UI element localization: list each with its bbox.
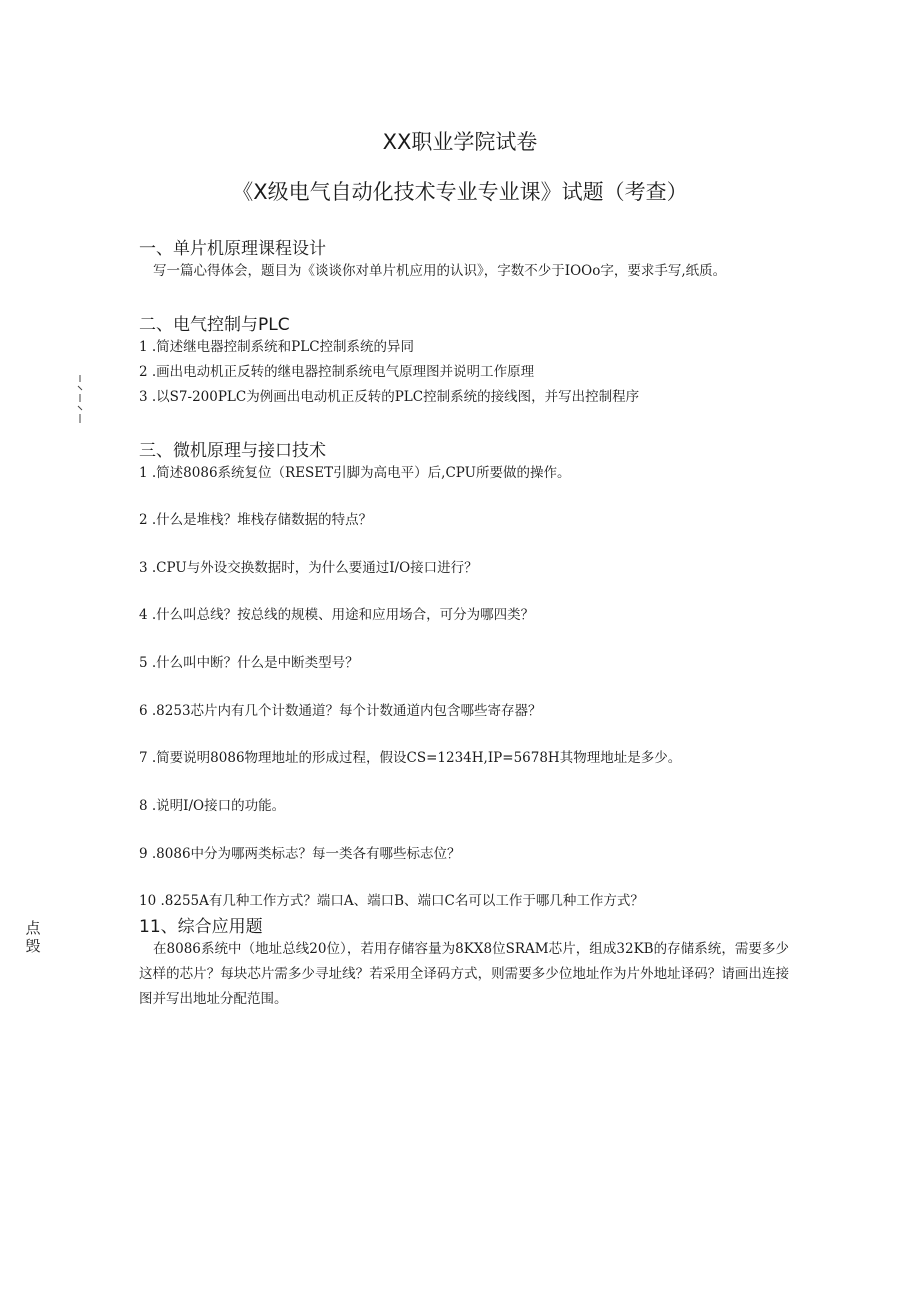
- micro-question-6: 6 .8253芯片内有几个计数通道？每个计数通道内包含哪些寄存器？: [139, 703, 542, 719]
- section-4-body: 在8086系统中（地址总线20位），若用存储容量为8KX8位SRAM芯片，组成32KB的存储系统，需要多少这样的芯片？每块芯片需多少寻址线？若采用全译码方式，则需要多少位地址作为片外地址译码？请画出连接图并写出地址分配范围。: [139, 941, 789, 1007]
- school-title: XX职业学院试卷: [382, 130, 538, 154]
- plc-question-1: 1 .简述继电器控制系统和PLC控制系统的异同: [139, 339, 415, 355]
- plc-question-2: 2 .画出电动机正反转的继电器控制系统电气原理图并说明工作原理: [139, 364, 535, 380]
- exam-title: 《X级电气自动化技术专业专业课》试题（考查）: [232, 180, 688, 204]
- section-1-body: 写一篇心得体会，题目为《谈谈你对单片机应用的认识》，字数不少于IOOo字，要求手写,纸质。: [153, 263, 727, 279]
- micro-question-4: 4 .什么叫总线？按总线的规模、用途和应用场合，可分为哪四类？: [139, 607, 535, 623]
- plc-question-3: 3 .以S7-200PLC为例画出电动机正反转的PLC控制系统的接线图，并写出控制程序: [139, 389, 640, 405]
- micro-question-1: 1 .简述8086系统复位（RESET引脚为高电平）后,CPU所要做的操作。: [139, 465, 571, 481]
- micro-question-9: 9 .8086中分为哪两类标志？每一类各有哪些标志位？: [139, 846, 461, 862]
- margin-label: 点毁: [25, 919, 41, 955]
- section-2-heading: 二、电气控制与PLC: [139, 315, 290, 335]
- micro-question-3: 3 .CPU与外设交换数据时，为什么要通过I/O接口进行？: [139, 560, 478, 576]
- micro-question-10: 10 .8255A有几种工作方式？端口A、端口B、端口C名可以工作于哪几种工作方式？: [139, 893, 644, 909]
- section-1-heading: 一、单片机原理课程设计: [139, 239, 326, 259]
- section-3-heading: 三、微机原理与接口技术: [139, 441, 326, 461]
- section-4-heading: 11、综合应用题: [139, 917, 263, 937]
- micro-question-2: 2 .什么是堆栈？堆栈存储数据的特点？: [139, 512, 373, 528]
- micro-question-8: 8 .说明I/O接口的功能。: [139, 798, 286, 814]
- margin-scribble: [77, 374, 83, 424]
- micro-question-7: 7 .简要说明8086物理地址的形成过程，假设CS=1234H,IP=5678H其物理地址是多少。: [139, 750, 682, 766]
- micro-question-5: 5 .什么叫中断？什么是中断类型号？: [139, 655, 359, 671]
